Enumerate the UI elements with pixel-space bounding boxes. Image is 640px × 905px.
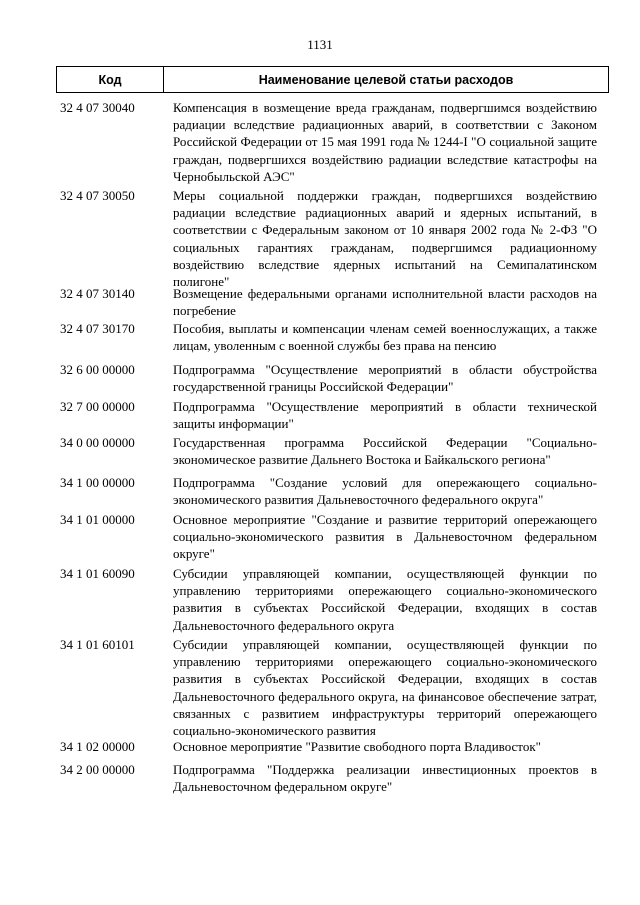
row-name: Субсидии управляющей компании, осуществляющей функции по управлению территориями опережающего социально-экономического развития в субъектах Российской Федерации, входящих в состав Дальневосточного федерального округа, на финансовое обеспечение затрат, связанных с развитием инфраструктуры территорий опережающего социально-экономического развития: [173, 637, 597, 739]
row-code: 34 1 02 00000: [60, 739, 135, 754]
row-name: Субсидии управляющей компании, осуществляющей функции по управлению территориями опережающего социально-экономического развития в субъектах Российской Федерации, входящих в состав Дальневосточного федерального округа: [173, 566, 597, 633]
row-code: 32 4 07 30050: [60, 188, 135, 203]
row-name: Подпрограмма "Поддержка реализации инвестиционных проектов в Дальневосточном федеральном округе": [173, 762, 597, 795]
row-code: 34 0 00 00000: [60, 435, 135, 450]
row-code: 32 4 07 30040: [60, 100, 135, 115]
row-code: 32 4 07 30140: [60, 286, 135, 301]
row-name: Подпрограмма "Создание условий для опережающего социально-экономического развития Дальневосточного федерального округа": [173, 475, 597, 508]
page-number: 1131: [307, 37, 333, 52]
header-name: Наименование целевой статьи расходов: [258, 72, 514, 87]
row-code: 32 6 00 00000: [60, 362, 135, 377]
row-name: Пособия, выплаты и компенсации членам семей военнослужащих, а также лицам, уволенным с военной службы без права на пенсию: [173, 321, 597, 354]
row-code: 34 1 01 60090: [60, 566, 135, 581]
row-name: Основное мероприятие "Развитие свободного порта Владивосток": [173, 739, 541, 754]
row-name: Основное мероприятие "Создание и развитие территорий опережающего социально-экономического развития в Дальневосточном федеральном округе": [173, 512, 597, 562]
row-code: 34 1 01 60101: [60, 637, 135, 652]
row-name: Подпрограмма "Осуществление мероприятий в области обустройства государственной границы Российской Федерации": [173, 362, 597, 395]
row-name: Подпрограмма "Осуществление мероприятий в области технической защиты информации": [173, 399, 597, 432]
row-name: Меры социальной поддержки граждан, подвергшихся воздействию радиации вследствие радиационных аварий и ядерных испытаний, в соответствии с Федеральным законом от 10 января 2002 года № 2-ФЗ "О социальных гарантиях гражданам, подвергшимся радиационному воздействию вследствие ядерных испытаний на Семипалатинском полигоне": [173, 188, 597, 290]
table-header: [56, 66, 609, 93]
row-name: Государственная программа Российской Федерации "Социально-экономическое развитие Дальнего Востока и Байкальского региона": [173, 435, 597, 468]
row-name: Возмещение федеральными органами исполнительной власти расходов на погребение: [173, 286, 597, 319]
row-code: 32 4 07 30170: [60, 321, 135, 336]
header-code: Код: [57, 67, 164, 92]
row-code: 32 7 00 00000: [60, 399, 135, 414]
row-code: 34 2 00 00000: [60, 762, 135, 777]
row-code: 34 1 00 00000: [60, 475, 135, 490]
row-code: 34 1 01 00000: [60, 512, 135, 527]
row-name: Компенсация в возмещение вреда гражданам, подвергшимся воздействию радиации вследствие радиационных аварий, в соответствии с Законом Российской Федерации от 15 мая 1991 года № 1244-I "О социальной защите граждан, подвергшихся воздействию радиации вследствие катастрофы на Чернобыльской АЭС": [173, 100, 597, 184]
